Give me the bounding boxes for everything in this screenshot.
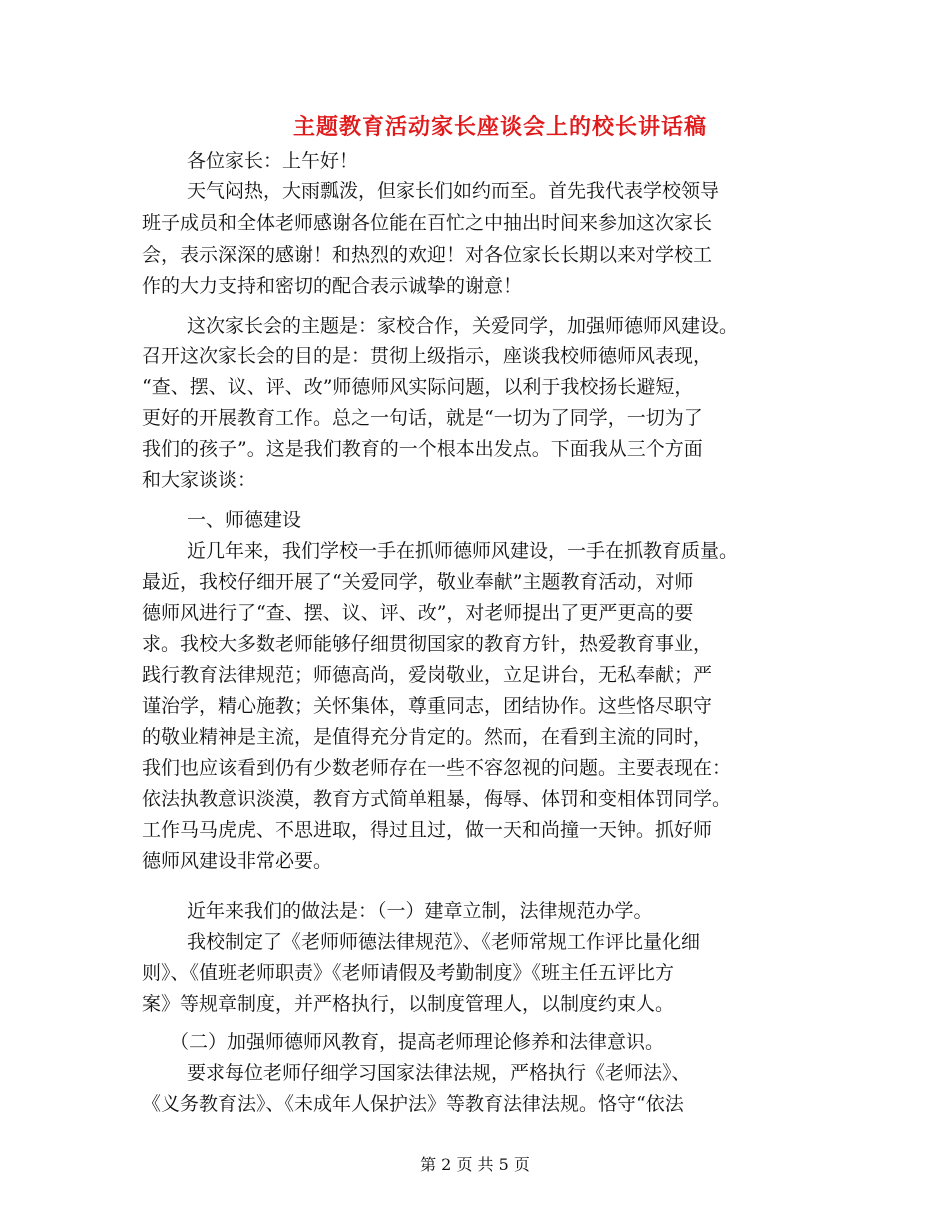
paragraph-line: 依法执教意识淡漠，教育方式简单粗暴，侮辱、体罚和变相体罚同学。 bbox=[142, 788, 732, 810]
paragraph-line: 天气闷热，大雨瓢泼，但家长们如约而至。首先我代表学校领导 bbox=[187, 180, 720, 202]
paragraph-line: （二）加强师德师风教育，提高老师理论修养和法律意识。 bbox=[170, 1031, 665, 1053]
paragraph-line: 班子成员和全体老师感谢各位能在百忙之中抽出时间来参加这次家长 bbox=[142, 212, 713, 234]
paragraph-line: 《义务教育法》、《未成年人保护法》等教育法律法规。恪守“依法 bbox=[142, 1093, 684, 1115]
paragraph-line: 更好的开展教育工作。总之一句话，就是“一切为了同学，一切为了 bbox=[142, 407, 703, 429]
paragraph-line: 谨治学，精心施教；关怀集体，尊重同志，团结协作。这些恪尽职守 bbox=[142, 695, 713, 717]
page-footer: 第 2 页 共 5 页 bbox=[420, 1155, 530, 1174]
paragraph-line: “查、摆、议、评、改”师德师风实际问题，以利于我校扬长避短， bbox=[142, 376, 694, 398]
paragraph-line: 我们的孩子”。这是我们教育的一个根本出发点。下面我从三个方面 bbox=[142, 438, 703, 460]
paragraph-line: 会，表示深深的感谢！和热烈的欢迎！对各位家长长期以来对学校工 bbox=[142, 244, 713, 266]
paragraph-line: 近几年来，我们学校一手在抓师德师风建设，一手在抓教育质量。 bbox=[187, 540, 739, 562]
paragraph-line: 德师风进行了“查、摆、议、评、改”，对老师提出了更严更高的要 bbox=[142, 602, 694, 624]
paragraph-line: 近年来我们的做法是：（一）建章立制，法律规范办学。 bbox=[187, 900, 653, 922]
paragraph-line: 我校制定了《老师师德法律规范》、《老师常规工作评比量化细 bbox=[187, 931, 701, 953]
paragraph-line: 工作马马虎虎、不思进取，得过且过，做一天和尚撞一天钟。抓好师 bbox=[142, 819, 713, 841]
paragraph-line: 作的大力支持和密切的配合表示诚挚的谢意！ bbox=[142, 275, 523, 297]
paragraph-line: 我们也应该看到仍有少数老师存在一些不容忽视的问题。主要表现在： bbox=[142, 757, 732, 779]
paragraph-line: 践行教育法律规范；师德高尚，爱岗敬业，立足讲台，无私奉献；严 bbox=[142, 664, 713, 686]
paragraph-line: 这次家长会的主题是：家校合作，关爱同学，加强师德师风建设。 bbox=[187, 315, 739, 337]
paragraph-line: 则》、《值班老师职责》《老师请假及考勤制度》《班主任五评比方 bbox=[142, 962, 675, 984]
paragraph-line: 最近，我校仔细开展了“关爱同学，敬业奉献”主题教育活动，对师 bbox=[142, 571, 694, 593]
document-title: 主题教育活动家长座谈会上的校长讲话稿 bbox=[292, 114, 707, 140]
paragraph-line: 德师风建设非常必要。 bbox=[142, 850, 333, 872]
paragraph-line: 各位家长：上午好！ bbox=[187, 150, 359, 172]
paragraph-line: 求。我校大多数老师能够仔细贯彻国家的教育方针，热爱教育事业， bbox=[142, 633, 713, 655]
paragraph-line: 要求每位老师仔细学习国家法律法规，严格执行《老师法》、 bbox=[187, 1062, 691, 1084]
paragraph-line: 的敬业精神是主流，是值得充分肯定的。然而，在看到主流的同时， bbox=[142, 726, 713, 748]
paragraph-line: 和大家谈谈： bbox=[142, 469, 257, 491]
paragraph-line: 召开这次家长会的目的是：贯彻上级指示，座谈我校师德师风表现， bbox=[142, 345, 713, 367]
paragraph-line: 一、师德建设 bbox=[187, 509, 302, 531]
paragraph-line: 案》等规章制度，并严格执行，以制度管理人，以制度约束人。 bbox=[142, 993, 675, 1015]
